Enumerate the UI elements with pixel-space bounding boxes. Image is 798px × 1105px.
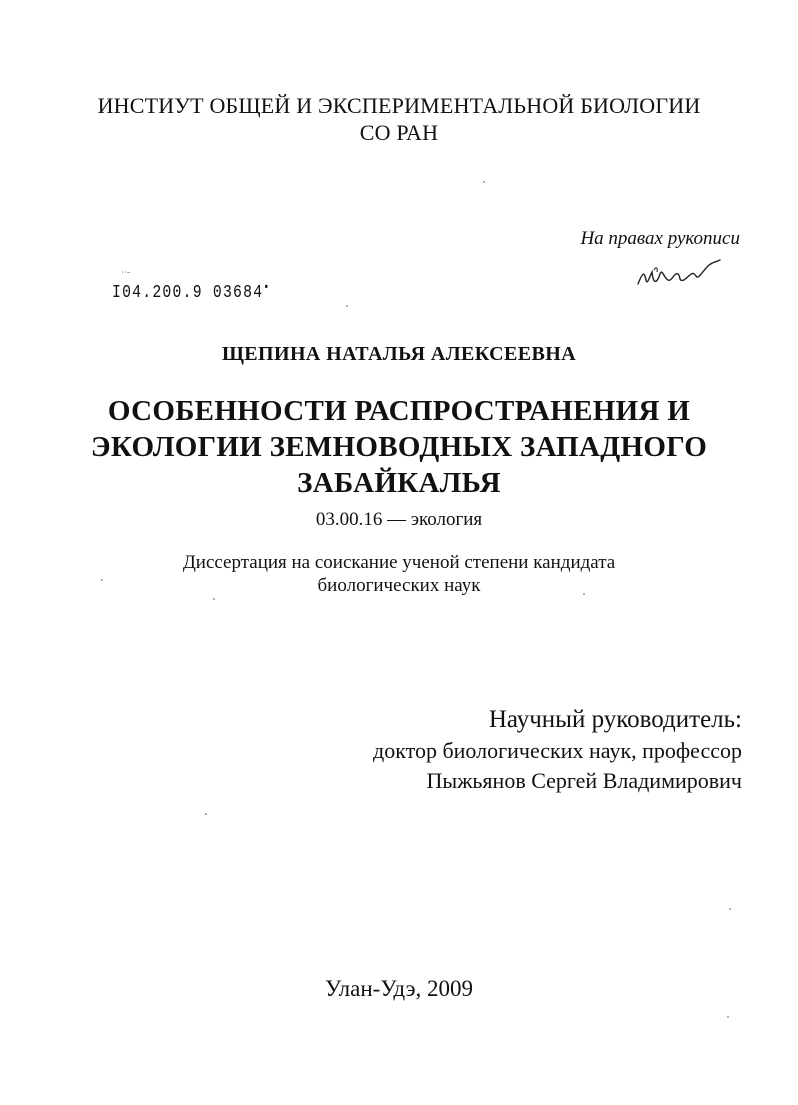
- scan-mark: ˙˙ˉ: [121, 270, 130, 280]
- dissertation-title: [0, 393, 798, 501]
- institute-name: ИНСТИУТ ОБЩЕЙ И ЭКСПЕРИМЕНТАЛЬНОЙ БИОЛОГИИ: [97, 93, 701, 118]
- scan-speck: [583, 593, 585, 595]
- catalog-number-text: І04.200.9 03684: [112, 283, 264, 303]
- supervisor-block: [373, 704, 742, 796]
- scan-speck: [205, 813, 207, 815]
- handwritten-signature: [634, 256, 724, 292]
- catalog-number: [112, 280, 270, 303]
- supervisor-heading: Научный руководитель:: [488, 706, 742, 733]
- institute-header: [0, 92, 798, 146]
- scan-speck: [483, 181, 485, 183]
- title-line: ЗАБАЙКАЛЬЯ: [297, 467, 501, 499]
- city-and-year: Улан-Удэ, 2009: [324, 976, 474, 1001]
- degree-description: [0, 551, 798, 597]
- catalog-tick-icon: ▪: [263, 280, 271, 294]
- degree-line: Диссертация на соискание ученой степени кандидата: [182, 552, 616, 573]
- title-line: ЭКОЛОГИИ ЗЕМНОВОДНЫХ ЗАПАДНОГО: [90, 431, 708, 463]
- supervisor-name: Пыжьянов Сергей Владимирович: [426, 768, 742, 793]
- institute-branch: СО РАН: [359, 120, 439, 145]
- scan-speck: [727, 1016, 729, 1018]
- title-line: ОСОБЕННОСТИ РАСПРОСТРАНЕНИЯ И: [107, 395, 691, 427]
- author-name: ЩЕПИНА НАТАЛЬЯ АЛЕКСЕЕВНА: [221, 343, 577, 365]
- scan-speck: [729, 908, 731, 910]
- scan-speck: [213, 598, 215, 600]
- signature-icon: [634, 256, 724, 292]
- degree-line: биологических наук: [317, 575, 481, 596]
- manuscript-rights-note: На правах рукописи: [580, 228, 740, 249]
- scan-speck: [346, 305, 348, 307]
- supervisor-credentials: доктор биологических наук, профессор: [373, 738, 742, 763]
- specialty-code: 03.00.16 — экология: [315, 509, 483, 530]
- scan-speck: [101, 579, 103, 581]
